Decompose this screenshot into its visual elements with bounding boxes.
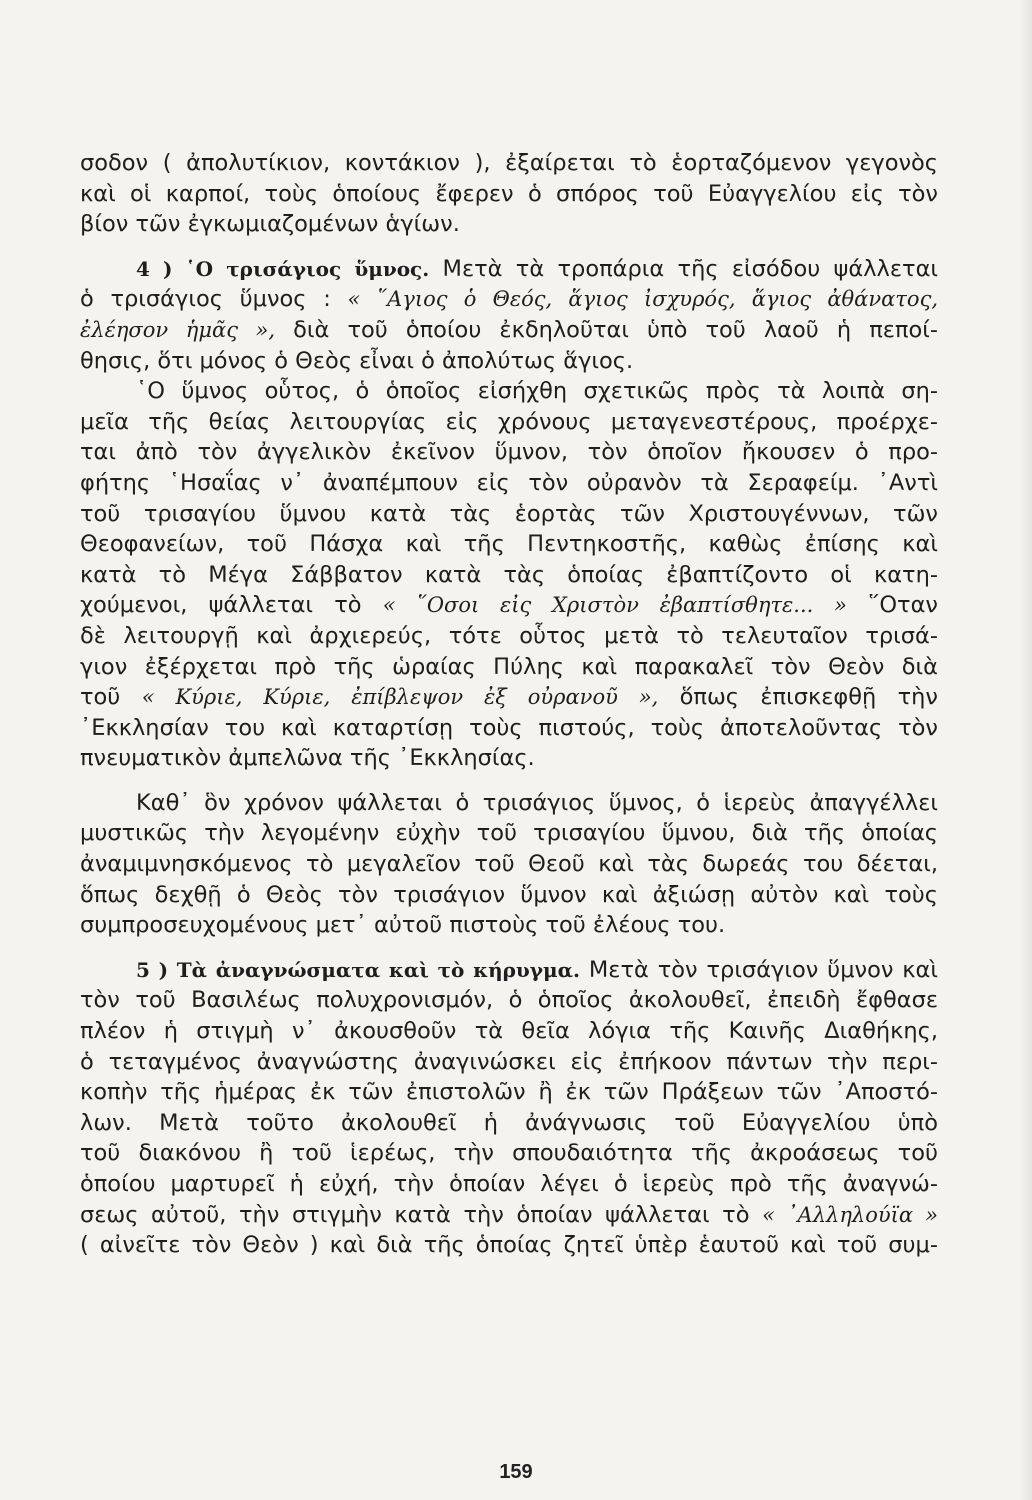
text-line xyxy=(80,315,938,346)
quoted-text: « ῞Αγιος ὁ Θεός, ἅγιος ἰσχυρός, ἅγιος ἀθάνατος, xyxy=(347,287,939,312)
text-segment: κατὰ τὸ Μέγα Σάββατον κατὰ τὰς ὁποίας ἐβαπτίζοντο οἱ κατη- xyxy=(80,561,938,588)
text-line xyxy=(80,682,938,713)
text-segment: πνευματικὸν ἀμπελῶνα τῆς ᾽Εκκλησίας. xyxy=(80,745,535,772)
text-line xyxy=(80,376,938,407)
text-segment: ῾Ο ὕμνος οὗτος, ὁ ὁποῖος εἰσήχθη σχετικῶς πρὸς τὰ λοιπὰ ση- xyxy=(136,378,938,405)
text-segment: τοῦ διακόνου ἢ τοῦ ἱερέως, τὴν σπουδαιότητα τῆς ἀκροάσεως τοῦ xyxy=(80,1140,938,1167)
text-line xyxy=(80,1047,938,1078)
text-segment: κοπὴν τῆς ἡμέρας ἐκ τῶν ἐπιστολῶν ἢ ἐκ τῶν Πράξεων τῶν ᾽Αποστό- xyxy=(80,1079,938,1106)
text-line xyxy=(80,346,938,377)
text-line xyxy=(80,590,938,621)
text-segment: ὁ τεταγμένος ἀναγνώστης ἀναγινώσκει εἰς ἐπήκοον πάντων τὴν περι- xyxy=(80,1048,938,1075)
quoted-text: « Κύριε, Κύριε, ἐπίβλεψον ἐξ οὐρανοῦ », xyxy=(141,685,659,710)
text-segment: θησις, ὅτι μόνος ὁ Θεὸς εἶναι ὁ ἀπολύτως ἅγιος. xyxy=(80,347,634,374)
text-segment: γιον ἐξέρχεται πρὸ τῆς ὡραίας Πύλης καὶ παρακαλεῖ τὸν Θεὸν διὰ xyxy=(80,653,938,680)
text-line xyxy=(80,468,938,499)
text-line xyxy=(80,788,938,819)
text-line xyxy=(80,1200,938,1231)
text-segment: ὁ τρισάγιος ὕμνος : xyxy=(80,286,348,313)
text-line xyxy=(80,652,938,683)
text-line xyxy=(80,254,938,285)
page-body xyxy=(80,148,938,1261)
text-segment: μεῖα τῆς θείας λειτουργίας εἰς χρόνους μεταγενεστέρους, προέρχε- xyxy=(80,408,938,435)
text-segment: ῞Οταν xyxy=(846,592,939,619)
text-line xyxy=(80,499,938,530)
text-segment: βίον τῶν ἐγκωμιαζομένων ἁγίων. xyxy=(80,211,460,238)
text-line xyxy=(80,955,938,986)
section-heading: 5 ) Τὰ ἀναγνώσματα καὶ τὸ κήρυγμα. xyxy=(136,957,580,982)
text-segment: διὰ τοῦ ὁποίου ἐκδηλοῦται ὑπὸ τοῦ λαοῦ ἡ πεποί- xyxy=(275,316,938,343)
text-line xyxy=(80,818,938,849)
text-line xyxy=(80,849,938,880)
text-segment: ἀναμιμνησκόμενος τὸ μεγαλεῖον τοῦ Θεοῦ καὶ τὰς δωρεάς του δέεται, xyxy=(80,851,938,878)
text-segment: Μετὰ τὰ τροπάρια τῆς εἰσόδου ψάλλεται xyxy=(429,255,939,282)
text-segment: τὸν τοῦ Βασιλέως πολυχρονισμόν, ὁ ὁποῖος ἀκολουθεῖ, ἐπειδὴ ἔφθασε xyxy=(80,987,938,1014)
text-line xyxy=(80,284,938,315)
text-segment: Θεοφανείων, τοῦ Πάσχα καὶ τῆς Πεντηκοστῆς, καθὼς ἐπίσης καὶ xyxy=(80,531,938,558)
text-segment: μυστικῶς τὴν λεγομένην εὐχὴν τοῦ τρισαγίου ὕμνου, διὰ τῆς ὁποίας xyxy=(80,820,938,847)
paragraph xyxy=(80,254,938,376)
text-line xyxy=(80,179,938,210)
paragraph xyxy=(80,148,938,240)
text-line xyxy=(80,1108,938,1139)
text-segment: τοῦ xyxy=(80,684,142,711)
page-edge-shadow xyxy=(1018,0,1032,1500)
text-segment: ὁποίου μαρτυρεῖ ἡ εὐχή, τὴν ὁποίαν λέγει ὁ ἱερεὺς πρὸ τῆς ἀναγνώ- xyxy=(80,1171,938,1197)
text-line xyxy=(80,621,938,652)
section-heading: 4 ) ῾Ο τρισάγιος ὕμνος. xyxy=(136,256,430,281)
quoted-text: « ᾽Αλληλούϊα » xyxy=(762,1202,938,1227)
text-segment: πλέον ἡ στιγμὴ ν᾽ ἀκουσθοῦν τὰ θεῖα λόγια τῆς Καινῆς Διαθήκης, xyxy=(80,1018,938,1045)
text-line xyxy=(80,743,938,774)
text-segment: δὲ λειτουργῇ καὶ ἀρχιερεύς, τότε οὗτος μετὰ τὸ τελευταῖον τρισά- xyxy=(80,622,938,649)
quoted-text: « ῞Οσοι εἰς Χριστὸν ἐβαπτίσθητε... » xyxy=(382,593,847,618)
text-segment: καὶ οἱ καρποί, τοὺς ὁποίους ἔφερεν ὁ σπόρος τοῦ Εὐαγγελίου εἰς τὸν xyxy=(80,180,938,207)
text-line xyxy=(80,407,938,438)
text-segment: Μετὰ τὸν τρισάγιον ὕμνον καὶ xyxy=(580,956,938,983)
text-segment: Καθ᾽ ὃν χρόνον ψάλλεται ὁ τρισάγιος ὕμνος, ὁ ἱερεὺς ἀπαγγέλλει xyxy=(136,789,938,816)
text-line xyxy=(80,1169,938,1200)
text-segment: λων. Μετὰ τοῦτο ἀκολουθεῖ ἡ ἀνάγνωσις τοῦ Εὐαγγελίου ὑπὸ xyxy=(80,1109,938,1136)
text-line xyxy=(80,713,938,744)
text-line xyxy=(80,1138,938,1169)
text-segment: φήτης ῾Ησαΐας ν᾽ ἀναπέμπουν εἰς τὸν οὐρανὸν τὰ Σεραφείμ. ᾽Αντὶ xyxy=(80,469,938,496)
text-segment: ᾽Εκκλησίαν του καὶ καταρτίσῃ τοὺς πιστούς, τοὺς ἀποτελοῦντας τὸν xyxy=(80,714,938,741)
paragraph xyxy=(80,376,938,774)
text-line xyxy=(80,529,938,560)
text-segment: ( αἰνεῖτε τὸν Θεὸν ) καὶ διὰ τῆς ὁποίας ζητεῖ ὑπὲρ ἑαυτοῦ καὶ τοῦ συμ- xyxy=(80,1232,938,1259)
paragraph xyxy=(80,955,938,1261)
text-segment: συμπροσευχομένους μετ᾽ αὐτοῦ πιστοὺς τοῦ ἐλέους του. xyxy=(80,912,726,939)
text-line xyxy=(80,1016,938,1047)
paragraph xyxy=(80,788,938,941)
text-line xyxy=(80,910,938,941)
text-line xyxy=(80,1077,938,1108)
text-segment: ὅπως δεχθῇ ὁ Θεὸς τὸν τρισάγιον ὕμνον καὶ ἀξιώσῃ αὐτὸν καὶ τοὺς xyxy=(80,881,938,908)
text-segment: σεως αὐτοῦ, τὴν στιγμὴν κατὰ τὴν ὁποίαν ψάλλεται τὸ xyxy=(80,1201,763,1228)
text-line xyxy=(80,985,938,1016)
text-line xyxy=(80,560,938,591)
text-line xyxy=(80,880,938,911)
text-line xyxy=(80,209,938,240)
quoted-text: ἐλέησον ἡμᾶς », xyxy=(80,317,276,342)
text-line xyxy=(80,148,938,179)
page-number: 159 xyxy=(499,1461,533,1483)
text-line xyxy=(80,437,938,468)
text-segment: χούμενοι, ψάλλεται τὸ xyxy=(80,592,383,619)
text-segment: σοδον ( ἀπολυτίκιον, κοντάκιον ), ἐξαίρεται τὸ ἑορταζόμενον γεγονὸς xyxy=(80,150,938,176)
text-segment: τοῦ τρισαγίου ὕμνου κατὰ τὰς ἑορτὰς τῶν Χριστουγέννων, τῶν xyxy=(80,500,938,527)
text-line xyxy=(80,1230,938,1261)
text-segment: ὅπως ἐπισκεφθῇ τὴν xyxy=(658,684,939,711)
text-segment: ται ἀπὸ τὸν ἀγγελικὸν ἐκεῖνον ὕμνον, τὸν ὁποῖον ἤκουσεν ὁ προ- xyxy=(80,439,938,466)
